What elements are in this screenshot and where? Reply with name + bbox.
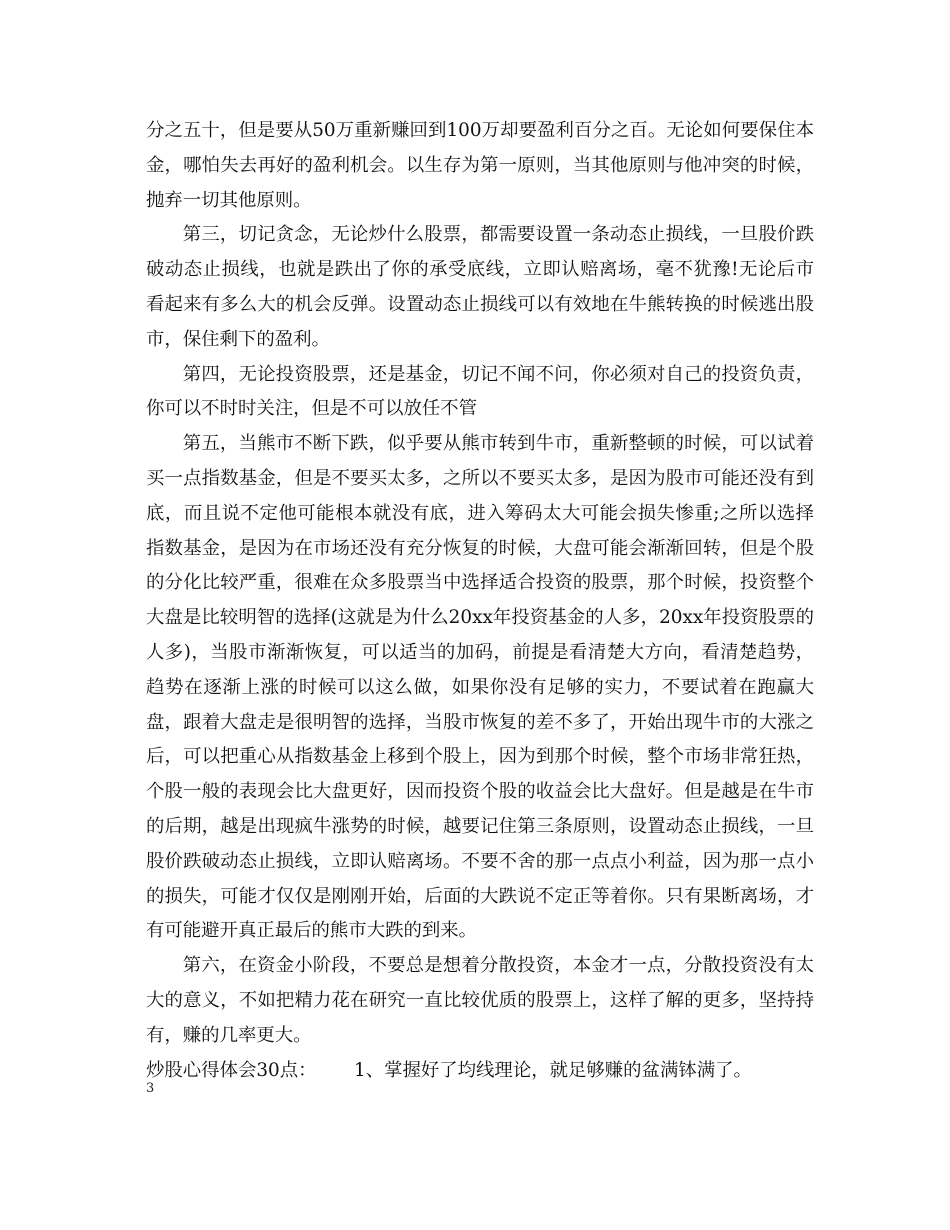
- summary-heading: 炒股心得体会30点：: [146, 1059, 317, 1081]
- page-number: 3: [146, 1081, 155, 1096]
- paragraph-principle-continuation: 分之五十，但是要从50万重新赚回到100万却要盈利百分之百。无论如何要保住本金，哪怕失去再好的盈利机会。以生存为第一原则，当其他原则与他冲突的时候，抛弃一切其他原则。: [146, 120, 814, 211]
- paragraph-fifth-principle: 第五，当熊市不断下跌，似乎要从熊市转到牛市，重新整顿的时候，可以试着买一点指数基金，但是不要买太多，之所以不要买太多，是因为股市可能还没有到底，而且说不定他可能根本就没有底，进入筹码太大可能会损失惨重;之所以选择指数基金，是因为在市场还没有充分恢复的时候，大盘可能会渐渐回转，但是个股的分化比较严重，很难在众多股票当中选择适合投资的股票，那个时候，投资整个大盘是比较明智的选择(这就是为什么20xx年投资基金的人多，20xx年投资股票的人多)，当股市渐渐恢复，可以适当的加码，前提是看清楚大方向，看清楚趋势，趋势在逐渐上涨的时候可以这么做，如果你没有足够的实力，不要试着在跑赢大盘，跟着大盘走是很明智的选择，当股市恢复的差不多了，开始出现牛市的大涨之后，可以把重心从指数基金上移到个股上，因为到那个时候，整个市场非常狂热，个股一般的表现会比大盘更好，因而投资个股的收益会比大盘好。但是越是在牛市的后期，越是出现疯牛涨势的时候，越要记住第三条原则，设置动态止损线，一旦股价跌破动态止损线，立即认赔离场。不要不舍的那一点点小利益，因为那一点小的损失，可能才仅仅是刚刚开始，后面的大跌说不定正等着你。只有果断离场，才有可能避开真正最后的熊市大跌的到来。: [146, 433, 814, 942]
- document-body: [146, 114, 814, 1088]
- summary-first-point: 1、掌握好了均线理论，就足够赚的盆满钵满了。: [354, 1059, 752, 1081]
- paragraph-fourth-principle: 第四，无论投资股票，还是基金，切记不闻不问，你必须对自己的投资负责，你可以不时时关注，但是不可以放任不管: [146, 363, 814, 420]
- paragraph-sixth-principle: 第六，在资金小阶段，不要总是想着分散投资，本金才一点，分散投资没有太大的意义，不如把精力花在研究一直比较优质的股票上，这样了解的更多，坚持持有，赚的几率更大。: [146, 955, 814, 1046]
- paragraph-third-principle: 第三，切记贪念，无论炒什么股票，都需要设置一条动态止损线，一旦股价跌破动态止损线，也就是跌出了你的承受底线，立即认赔离场，毫不犹豫!无论后市看起来有多么大的机会反弹。设置动态止损线可以有效地在牛熊转换的时候逃出股市，保住剩下的盈利。: [146, 224, 814, 350]
- summary-line: [146, 1054, 814, 1089]
